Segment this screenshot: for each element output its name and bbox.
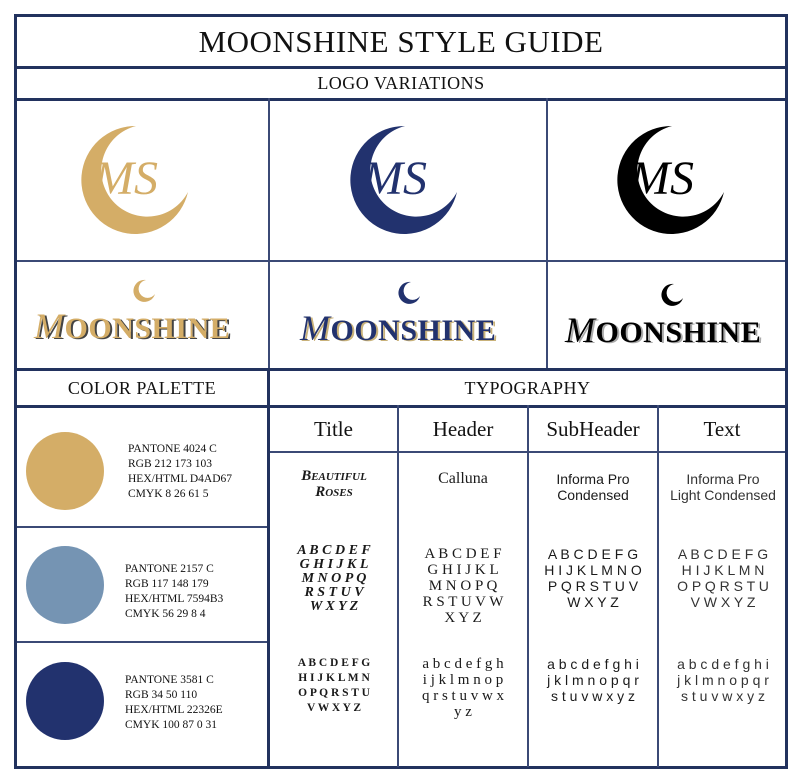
glyphs-lower-text: a b c d e f g h i j k l m n o p q r s t u v w x y z [677,656,769,704]
glyphs-lower-subheader: a b c d e f g h i j k l m n o p q r s t u v w x y z [547,656,639,704]
color-palette-heading: COLOR PALETTE [67,377,217,398]
font-name-subheader: Informa Pro Condensed [556,471,630,503]
swatch-blue [26,546,104,624]
monogram-logo-gold: MS [76,120,196,240]
typo-col-subheader: SubHeader [546,417,640,441]
swatch-gold [26,432,104,510]
glyphs-upper-header: A B C D E F G H I J K L M N O P Q R S T U V W X Y Z [422,546,504,626]
monogram-logo-navy: MS [345,120,465,240]
typo-col-header: Header [432,417,494,441]
font-name-header: Calluna [438,470,488,487]
color-info-navy: PANTONE 3581 C RGB 34 50 110 HEX/HTML 22326E CMYK 100 87 0 31 [125,674,223,731]
font-name-title: Beautiful Roses [301,468,367,500]
moon-icon [132,278,156,307]
wordmark-logo-navy: MOONSHINE [300,308,497,348]
font-name-text: Informa Pro Light Condensed [670,471,776,503]
moon-icon [397,280,421,309]
glyphs-upper-subheader: A B C D E F G H I J K L M N O P Q R S T U V W X Y Z [544,546,642,610]
wordmark-logo-gold: MOONSHINE [34,306,231,346]
logo-variations-heading: LOGO VARIATIONS [317,73,485,93]
color-info-blue: PANTONE 2157 C RGB 117 148 179 HEX/HTML 7594B3 CMYK 56 29 8 4 [125,563,224,620]
wordmark-logo-black: MOONSHINE [565,310,762,350]
typo-col-title: Title [314,417,353,441]
glyphs-lower-title: A B C D E F G H I J K L M N O P Q R S T U V W X Y Z [297,657,371,714]
glyphs-lower-header: a b c d e f g h i j k l m n o p q r s t u v w x y z [421,656,505,720]
color-info-gold: PANTONE 4024 C RGB 212 173 103 HEX/HTML D4AD67 CMYK 8 26 61 5 [128,443,233,500]
typo-col-text: Text [703,417,741,441]
glyphs-upper-title: A B C D E F G H I J K L M N O P Q R S T U V W X Y Z [297,543,371,614]
page-title: MOONSHINE STYLE GUIDE [198,23,604,59]
swatch-navy [26,662,104,740]
moon-icon [660,282,684,311]
glyphs-upper-text: A B C D E F G H I J K L M N O P Q R S T U V W X Y Z [677,546,769,610]
typography-heading: TYPOGRAPHY [464,377,591,398]
monogram-logo-black: MS [612,120,732,240]
